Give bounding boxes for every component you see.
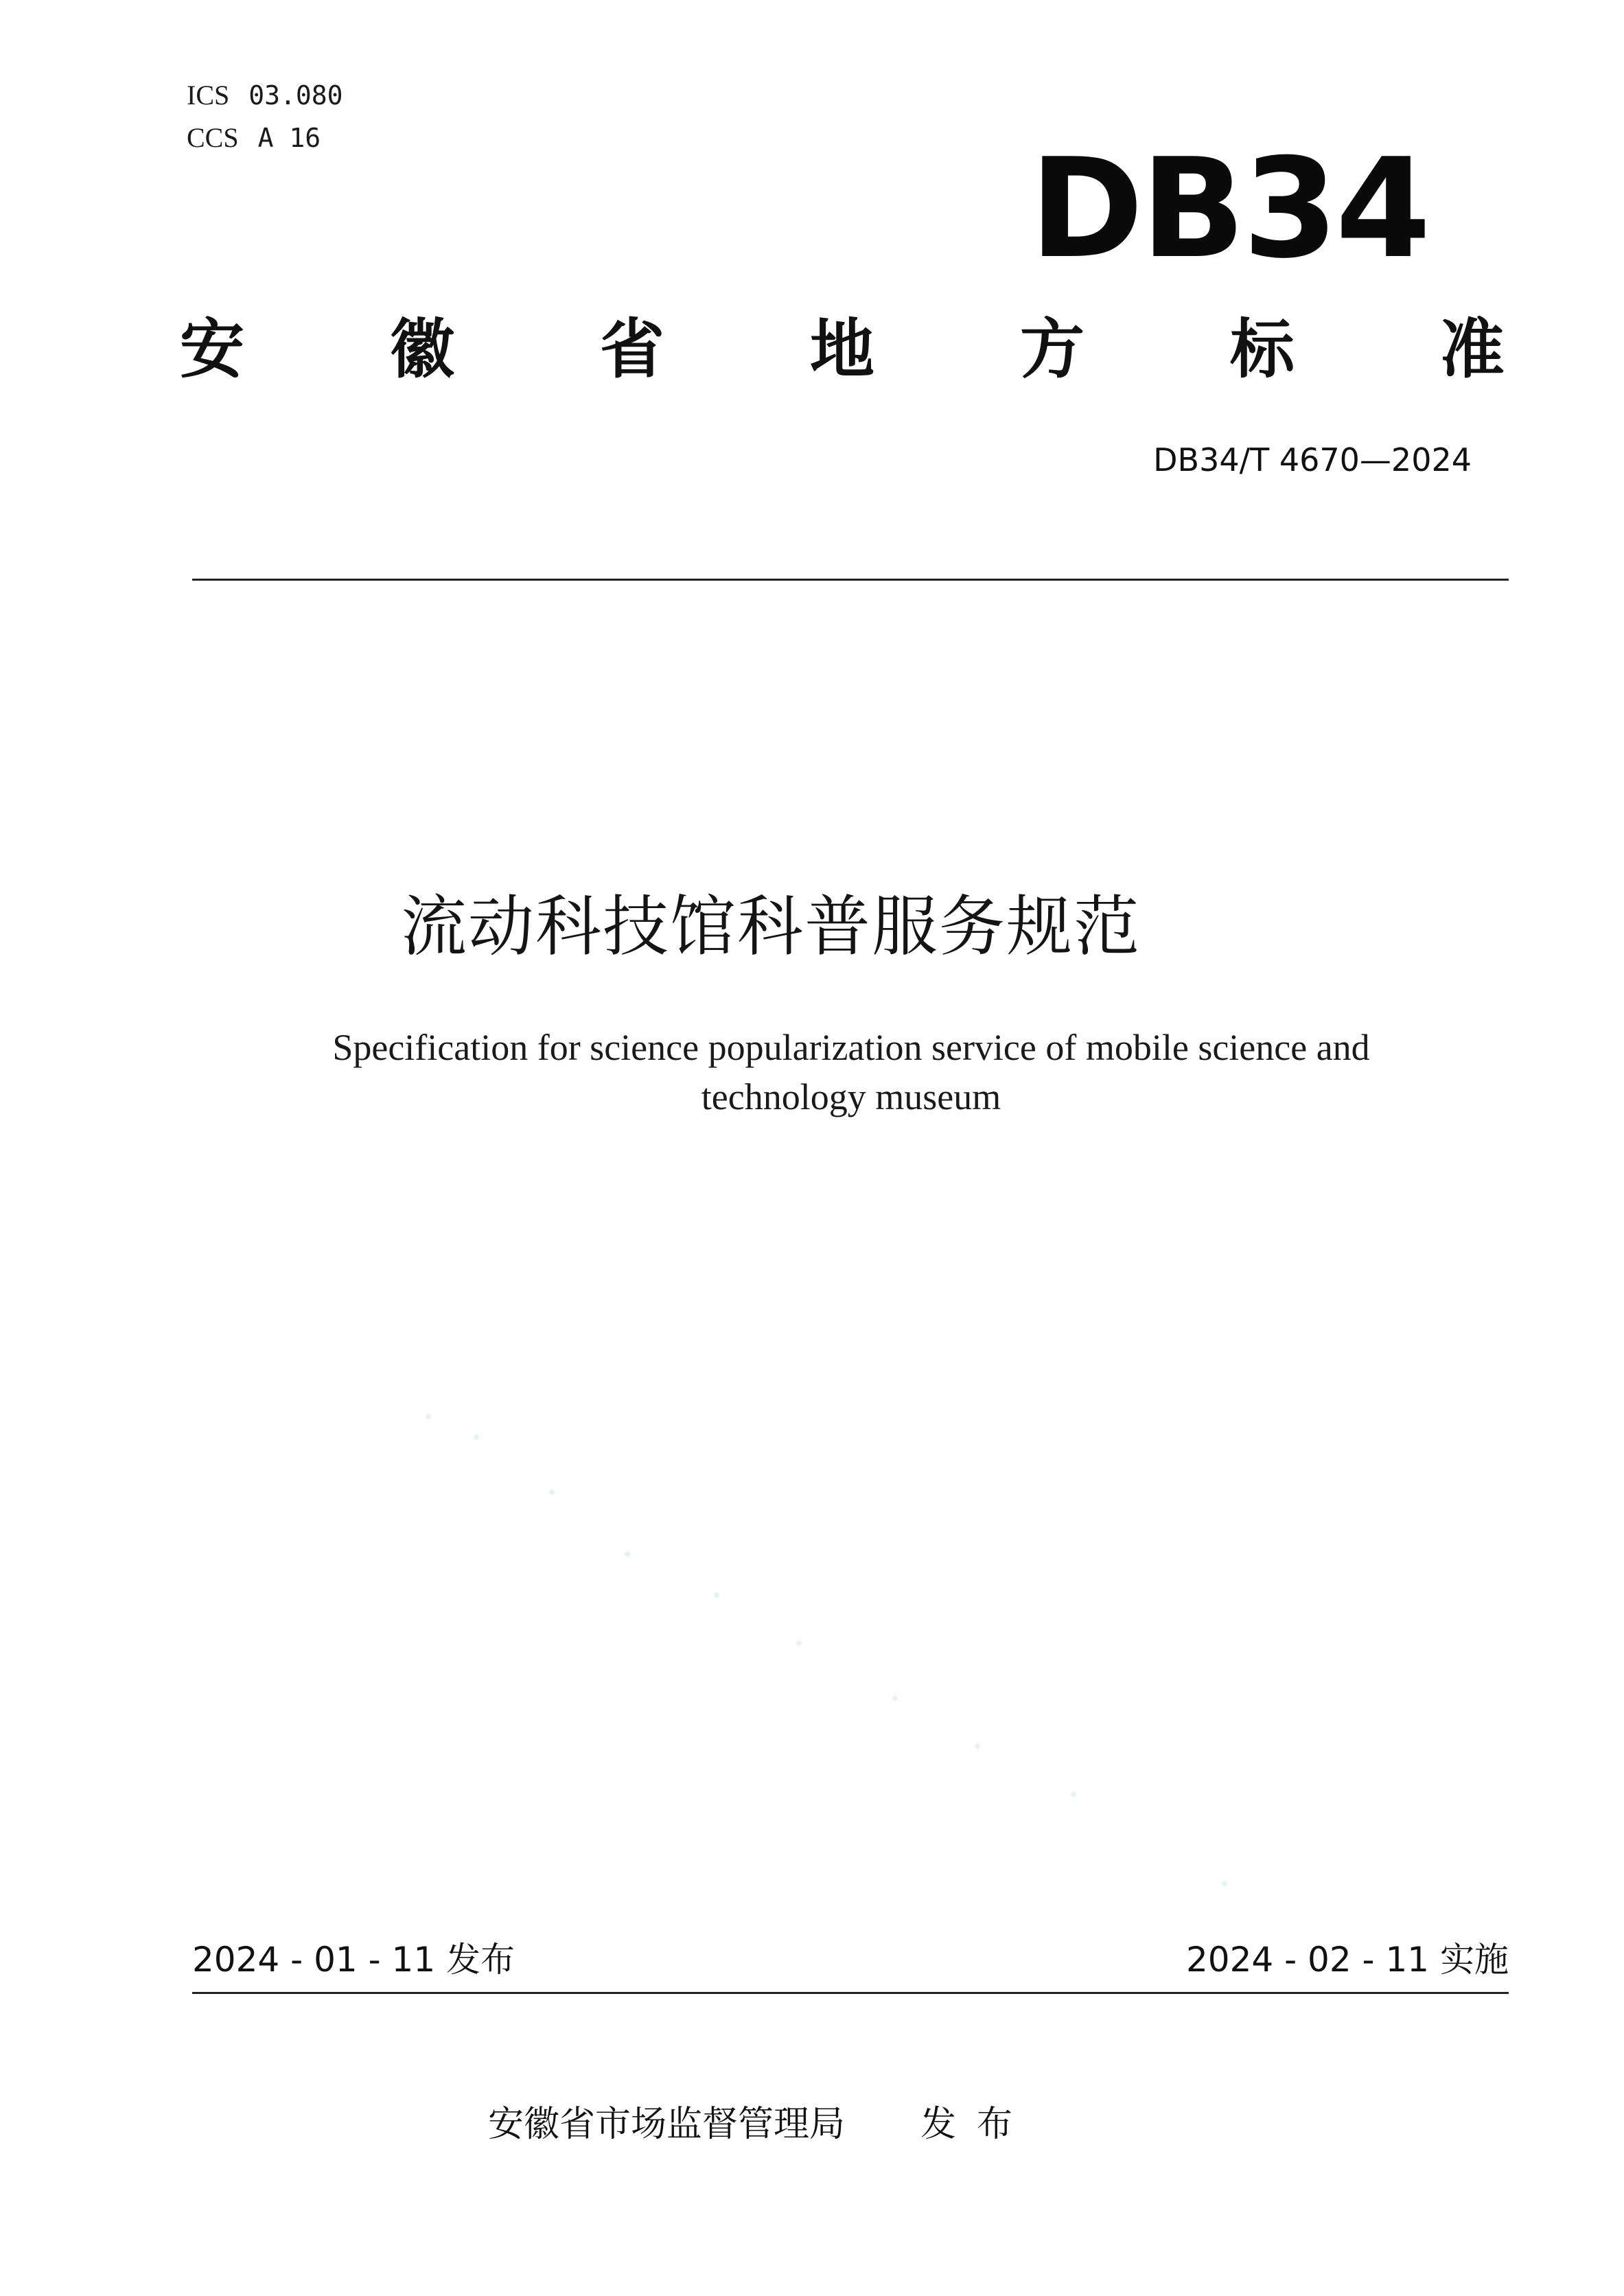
- standard-type-char: 标: [1229, 312, 1295, 387]
- bottom-divider: [192, 1992, 1509, 1994]
- standard-type-title: [180, 312, 1505, 388]
- scan-speckle: [714, 1592, 719, 1598]
- scan-speckle: [625, 1551, 630, 1557]
- scan-speckle: [474, 1435, 479, 1440]
- scan-speckle: [892, 1695, 898, 1701]
- document-title-cn: 流动科技馆科普服务规范: [401, 888, 1141, 965]
- ccs-row: [187, 117, 343, 159]
- scan-speckle: [426, 1414, 431, 1419]
- title-en-line-1: Specification for science popularization service of mobile science and: [332, 1027, 1370, 1068]
- scan-speckle: [796, 1640, 802, 1646]
- standard-number: DB34/T 4670—2024: [1153, 441, 1472, 478]
- ccs-label: CCS: [187, 122, 239, 153]
- title-en-line-2: technology museum: [701, 1076, 1001, 1117]
- document-title-en: [261, 1023, 1441, 1122]
- issuer-action: 发布: [920, 2104, 1034, 2145]
- standard-type-char: 安: [180, 312, 245, 387]
- standard-type-char: 省: [599, 312, 664, 387]
- ics-code: 03.080: [248, 80, 343, 111]
- scan-speckle: [1222, 1881, 1227, 1886]
- standard-type-char: 方: [1019, 312, 1084, 387]
- standard-type-char: 准: [1439, 312, 1505, 387]
- scan-speckle: [975, 1743, 980, 1749]
- issue-date: 2024 - 01 - 11 发布: [192, 1940, 515, 1980]
- ics-label: ICS: [187, 80, 230, 111]
- ics-row: [187, 74, 343, 117]
- issuer-name: 安徽省市场监督管理局: [487, 2104, 845, 2145]
- implementation-date: 2024 - 02 - 11 实施: [1185, 1940, 1509, 1980]
- standard-type-char: 地: [809, 312, 874, 387]
- standard-mark: DB34: [1030, 129, 1428, 289]
- issuer-line: [0, 2100, 1624, 2148]
- classification-codes: [187, 74, 343, 159]
- ccs-code: A 16: [257, 123, 321, 153]
- scan-speckle: [549, 1489, 555, 1495]
- scan-speckle: [1071, 1791, 1076, 1797]
- standard-type-char: 徽: [389, 312, 454, 387]
- top-divider: [192, 579, 1509, 581]
